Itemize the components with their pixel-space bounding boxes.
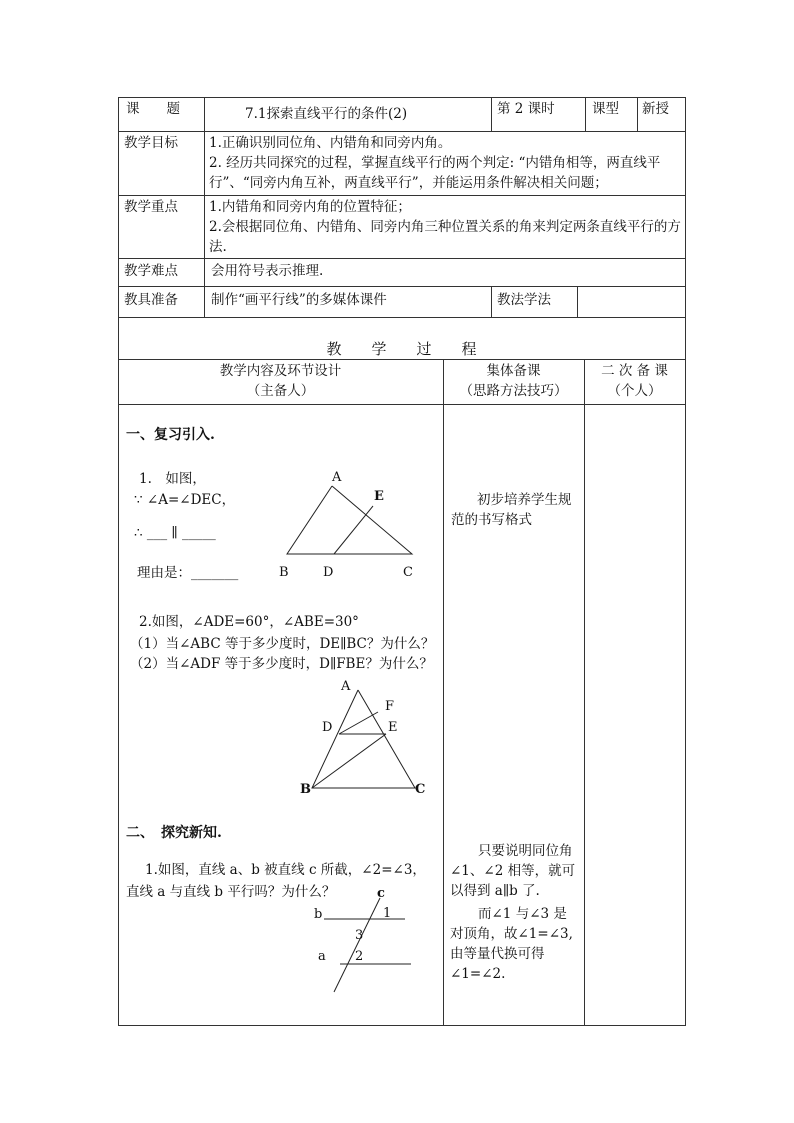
fig2-label-e: E: [388, 720, 398, 735]
key-points-label: 教学重点: [124, 199, 178, 215]
fig1-label-c: C: [403, 565, 413, 580]
section-1-q2-line-2: （1）当∠ABC 等于多少度时，DE∥BC？为什么？: [130, 636, 435, 652]
grid-line: [443, 359, 444, 1026]
fig3-label-1: 1: [383, 906, 392, 921]
line-c: [334, 898, 380, 992]
fig2-label-c: C: [415, 782, 426, 797]
fig1-label-d: D: [323, 565, 334, 580]
grid-line: [118, 404, 686, 405]
method-label: 教法学法: [497, 292, 551, 308]
topic-value: 7.1探索直线平行的条件(2): [245, 106, 408, 122]
section-1-q1-line-1: 1. 如图，: [139, 471, 206, 487]
fig3-label-b: b: [314, 907, 323, 922]
grid-line: [577, 286, 578, 317]
grid-line: [585, 97, 586, 131]
lesson-number: 第 2 课时: [497, 101, 555, 117]
section-1-q1-line-3: ∴ ___ ∥ _____: [134, 525, 216, 541]
section-1-q2-line-1: 2.如图，∠ADE=60°，∠ABE=30°: [139, 614, 359, 630]
triangle-figure-1: [270, 466, 430, 586]
fig2-label-b: B: [300, 782, 311, 797]
column-content-subtitle: （主备人）: [246, 383, 315, 399]
grid-line: [491, 286, 492, 317]
section-1-note: 初步培养学生规范的书写格式: [451, 492, 572, 528]
fig3-label-2: 2: [355, 949, 364, 964]
lesson-type-value: 新授: [642, 101, 669, 117]
section-2-q1-line-2: 直线 a 与直线 b 平行吗？为什么？: [126, 884, 336, 900]
fig2-label-d: D: [322, 720, 333, 735]
triangle-abc-2: [312, 690, 415, 788]
segment-df: [339, 712, 378, 734]
difficulty-value: 会用符号表示推理.: [211, 263, 324, 279]
column-personal-title: 二 次 备 课: [601, 363, 668, 379]
goals-line-2: 2. 经历共同探究的过程，掌握直线平行的两个判定: “内错角相等，两直线平行”、“同旁内角互补，两直线平行”，并能运用条件解决相关问题；: [209, 155, 661, 191]
section-2-q1-line-1: 1.如图，直线 a、b 被直线 c 所截，∠2=∠3，: [145, 862, 426, 878]
triangle-figure-2: [296, 674, 436, 800]
segment-de: [334, 506, 373, 554]
key-points-line-2: 2.会根据同位角、内错角、同旁内角三种位置关系的角来判定两条直线平行的方法.: [209, 219, 681, 255]
goals-line-1: 1.正确识别同位角、内错角和同旁内角。: [209, 135, 452, 151]
difficulty-label: 教学难点: [124, 263, 178, 279]
grid-line: [118, 97, 119, 1026]
triangle-abc: [287, 486, 412, 554]
process-title: 教 学 过 程: [326, 340, 477, 358]
fig3-label-c: c: [377, 886, 385, 901]
fig1-label-a: A: [332, 470, 342, 485]
fig3-label-a: a: [318, 949, 326, 964]
grid-line: [118, 1025, 686, 1026]
column-content-title: 教学内容及环节设计: [219, 363, 342, 379]
grid-line: [118, 317, 686, 318]
section-1-q1-line-4: 理由是：_______: [137, 565, 239, 581]
column-group-subtitle: （思路方法技巧）: [459, 383, 568, 399]
grid-line: [637, 97, 638, 131]
tools-value: 制作“画平行线”的多媒体课件: [211, 292, 387, 308]
fig2-label-a: A: [341, 679, 351, 694]
section-2-note-2: 而∠1 与∠3 是对顶角，故∠1=∠3,由等量代换可得 ∠1=∠2.: [450, 906, 573, 982]
section-1-q2-line-3: （2）当∠ADF 等于多少度时，D∥FBE？为什么？: [130, 656, 433, 672]
column-personal-subtitle: （个人）: [607, 383, 662, 399]
grid-line: [204, 97, 205, 317]
tools-label: 教具准备: [124, 292, 178, 308]
fig1-label-b: B: [279, 565, 289, 580]
goals-label: 教学目标: [124, 135, 178, 151]
lesson-type-label: 课型: [592, 101, 619, 117]
key-points-line-1: 1.内错角和同旁内角的位置特征；: [209, 199, 411, 215]
section-2-heading: 二、 探究新知.: [126, 825, 222, 841]
grid-line: [118, 359, 686, 360]
fig3-label-3: 3: [355, 928, 364, 943]
grid-line: [685, 97, 686, 1026]
fig2-label-f: F: [385, 699, 395, 714]
section-1-q1-line-2: ∵ ∠A=∠DEC，: [134, 492, 236, 508]
grid-line: [584, 359, 585, 1026]
fig1-label-e: E: [374, 489, 384, 504]
grid-line: [491, 97, 492, 131]
section-2-note-1: 只要说明同位角∠1、∠2 相等，就可以得到 a∥b 了.: [450, 843, 576, 899]
topic-label: 课 题: [126, 101, 180, 117]
section-1-heading: 一、复习引入.: [126, 427, 215, 443]
parallel-lines-figure: [310, 884, 420, 996]
column-group-title: 集体备课: [486, 363, 541, 379]
segment-be: [312, 734, 386, 788]
